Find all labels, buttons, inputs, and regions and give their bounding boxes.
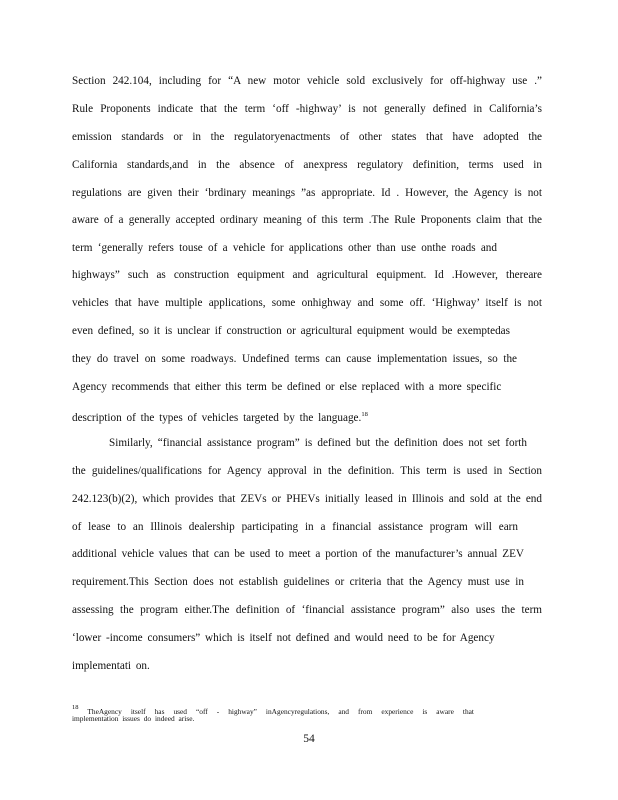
body-line-10: even defined, so it is unclear if construction or agricultural equipment would be exemptedas (72, 325, 510, 337)
body-line-13-text: description of the types of vehicles targeted by the language. (72, 412, 362, 424)
body-line-7: term ‘generally refers touse of a vehicle for applications other than use onthe roads and (72, 242, 497, 254)
body-line-9: vehicles that have multiple applications, some onhighway and some off. ‘Highway’ itself is not (72, 297, 542, 309)
body-line-18: additional vehicle values that can be used to meet a portion of the manufacturer’s annual ZEV (72, 548, 524, 560)
footnote-line-2: implementation issues do indeed arise. (72, 714, 195, 723)
footnote-reference: 18 (361, 411, 368, 418)
body-line-13 (72, 408, 412, 425)
page-number: 54 (303, 733, 315, 745)
body-line-11: they do travel on some roadways. Undefined terms can cause implementation issues, so the (72, 353, 517, 365)
body-line-16: 242.123(b)(2), which provides that ZEVs or PHEVs initially leased in Illinois and sold at the end (72, 493, 542, 505)
body-line-20: assessing the program either.The definition of ‘financial assistance program” also uses the term (72, 604, 542, 616)
body-line-3: emission standards or in the regulatoryenactments of other states that have adopted the (72, 131, 542, 143)
body-line-1: Section 242.104, including for “A new motor vehicle sold exclusively for off-highway use .” (72, 75, 542, 87)
body-line-21: ‘lower -income consumers” which is itself not defined and would need to be for Agency (72, 632, 495, 644)
body-line-4: California standards,and in the absence of anexpress regulatory definition, terms used in (72, 159, 542, 171)
body-line-17: of lease to an Illinois dealership participating in a financial assistance program will earn (72, 521, 518, 533)
body-line-2: Rule Proponents indicate that the term ‘off -highway’ is not generally defined in California’s (72, 103, 542, 115)
body-line-19: requirement.This Section does not establish guidelines or criteria that the Agency must use in (72, 576, 524, 588)
body-line-12: Agency recommends that either this term be defined or else replaced with a more specific (72, 381, 502, 393)
footnote-number: 18 (72, 704, 79, 711)
body-line-5: regulations are given their ‘brdinary meanings ”as appropriate. Id . However, the Agency is not (72, 187, 542, 199)
body-line-14: Similarly, “financial assistance program” is defined but the definition does not set forth (109, 437, 527, 449)
footnote-text-1: TheAgency itself has used “off - highway” inAgencyregulations, and from experience is aware that (87, 707, 474, 716)
body-line-15: the guidelines/qualifications for Agency approval in the definition. This term is used in Section (72, 465, 542, 477)
body-line-8: highways” such as construction equipment and agricultural equipment. Id .However, thereare (72, 269, 542, 281)
body-line-22: implementati on. (72, 660, 150, 672)
body-line-6: aware of a generally accepted ordinary meaning of this term .The Rule Proponents claim that the (72, 214, 542, 226)
